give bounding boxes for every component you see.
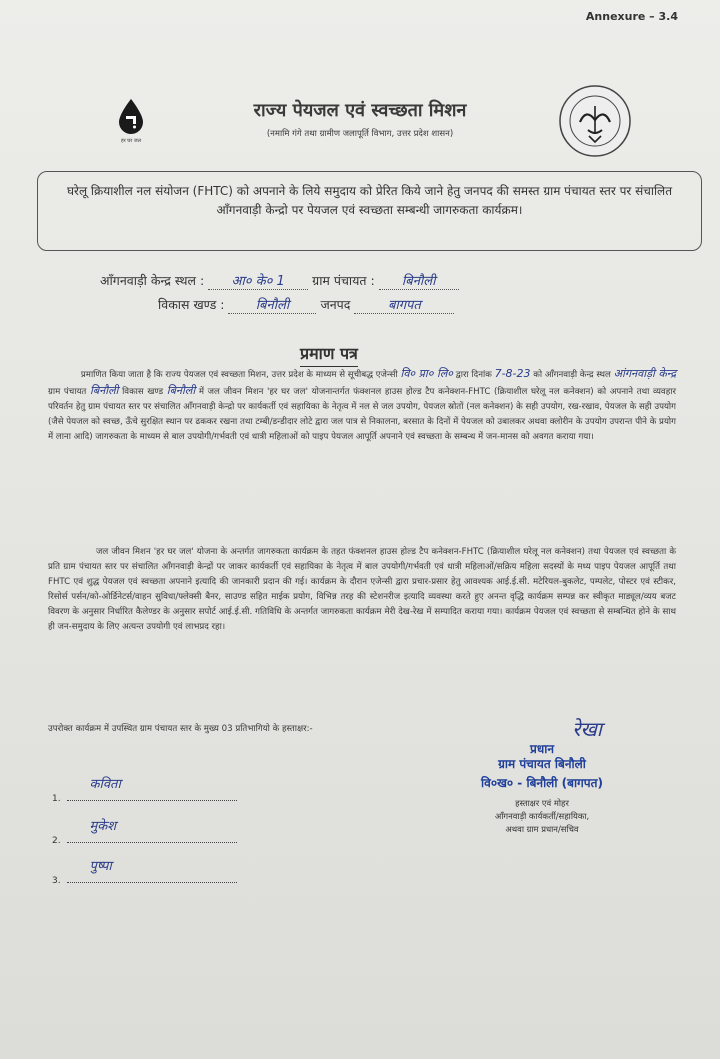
- annexure-label: Annexure – 3.4: [585, 10, 678, 23]
- block-label: विकास खण्ड :: [158, 297, 225, 312]
- centre-value: आ० के० 1: [208, 271, 308, 290]
- panchayat-label: ग्राम पंचायत :: [312, 273, 375, 288]
- para1-e: विकास खण्ड: [122, 387, 164, 397]
- stamp-line-3: वि०ख० - बिनौली (बागपत): [481, 776, 603, 790]
- participant-name-1: कविता: [89, 777, 121, 792]
- pradhan-signature: रेखा: [572, 717, 602, 741]
- stamp-line-2: ग्राम पंचायत बिनौली: [498, 757, 586, 771]
- para1-f: में जल जीवन मिशन 'हर घर जल' योजनान्तर्गत फंक्शनल हाउस होल्ड टैप कनेक्शन-FHTC (क्रियाशील घरेलू नल कनेक्शन) को अपनाने तथा व्यवहार परिवर्तन हेतु ग्राम पंचायत स्तर पर संचालित आँगनवाड़ी केन्द्रो पर कार्यकर्ती एवं सहायिका के नेतृत्व में नल से जल उपयोग, पेयजल स्रोतों (नल कनेक्शन) के सही उपयोग, रख-रखाव, पेयजल के सही उपयोग (जैसे पेयजल को स्वच्छ, ऊँचे सुरक्षित स्थान पर ढककर रखना तथा टम्बी/डन्डीदार लोटे द्वारा जल पात्र से निकालना, बरसात के दिनों में पेयजल को उबालकर अथवा क्लोरीन के उपयोग उपरान्त पीने के प्रयोग में लाना आदि) जागरुकता के माध्यम से बाल उपयोगी/गर्भवती एवं धात्री महिलाओं को पाइप पेयजल आपूर्ति अपनाने एवं स्वच्छता के सम्बन्ध में जन-मानस को अवगत कराया गया।: [48, 387, 676, 442]
- program-description-box: घरेलू क्रियाशील नल संयोजन (FHTC) को अपनाने के लिये समुदाय को प्रेरित किये जाने हेतु जनपद की समस्त ग्राम पंचायत स्तर पर संचालित आँगनवाड़ी केन्द्रो पर पेयजल एवं स्वच्छता सम्बन्धी जागरुकता कार्यक्रम।: [37, 171, 702, 251]
- paragraph-3: उपरोक्त कार्यक्रम में उपस्थित ग्राम पंचायत स्तर के मुख्य 03 प्रतिभागियो के हस्ताक्षर:-: [48, 724, 313, 734]
- mission-subtitle: (नमामि गंगे तथा ग्रामीण जलापूर्ति विभाग, उत्तर प्रदेश शासन): [266, 129, 454, 139]
- logo-caption: हर घर जल: [121, 138, 141, 144]
- block-value: बिनौली: [228, 295, 316, 314]
- para1-panchayat-value: बिनौली: [90, 384, 119, 397]
- location-fields: [100, 271, 459, 319]
- para1-b: द्वारा दिनांक: [455, 370, 492, 380]
- participant-signature-2: 2. मुकेश: [52, 832, 237, 846]
- paragraph-1: [48, 366, 676, 445]
- signature-caption: हस्ताक्षर एवं मोहर आँगनवाड़ी कार्यकर्ती/सहायिका, अथवा ग्राम प्रधान/सचिव: [494, 798, 590, 834]
- participant-signature-3: 3. पुष्पा: [52, 872, 237, 886]
- pradhan-stamp: [452, 715, 632, 836]
- agency-value: वि० प्रा० लि०: [400, 367, 454, 380]
- participant-signature-1: 1. कविता: [52, 790, 237, 804]
- mission-title: राज्य पेयजल एवं स्वच्छता मिशन: [253, 100, 467, 121]
- district-label: जनपद: [320, 297, 351, 312]
- water-drop-icon: [117, 98, 145, 134]
- up-government-seal-icon: [558, 84, 632, 158]
- paragraph-2: जल जीवन मिशन 'हर घर जल' योजना के अन्तर्गत जागरुकता कार्यक्रम के तहत फंक्शनल हाउस होल्ड टैप कनेक्शन-FHTC (क्रियाशील घरेलू नल कनेक्शन) तथा पेयजल एवं स्वच्छता के प्रति ग्राम पंचायत स्तर पर संचालित आँगनवाड़ी केन्द्रों पर जाकर कार्यकर्ती एवं सहायिका के नेतृत्व में बाल उपयोगी/गर्भवती एवं धात्री महिलाओं/सक्रिय महिला सदस्यों के मध्य पाइप पेयजल आपूर्ति तथा FHTC एवं शुद्ध पेयजल एवं स्वच्छता अपनाने इत्यादि की जानकारी प्रदान की गई। कार्यक्रम के दौरान एजेन्सी द्वारा प्रचार-प्रसार हेतु आवश्यक आई.ई.सी. मटेरियल-बुकलेट, पम्पलेट, पोस्टर एवं स्टीकर, रिसोर्स पर्सन/को-ओर्डिनेटर्स/वाहन सुविधा/फ्लेक्सी बैनर, साउण्ड सहित माईक प्रयोग, विभिन्न तरह की स्टेशनरीज इत्यादि व्यवस्था करते हुए अनन्त वृद्धि कार्यक्रम सम्पन्न कर स्वीकृत माड्यूल/व्यय बजट विवरण के अनुसार निर्धारित कैलेण्डर के अनुसार सपोर्ट आई.ई.सी. गतिविधि के अन्तर्गत जागरुकता कार्यक्रम मेरी देख-रेख में सम्पादित कराया गया। कार्यक्रम पेयजल एवं स्वच्छता से सम्बन्धित होने के साथ ही जन-समुदाय के लिए अत्यन्त उपयोगी एवं लाभप्रद रहा।: [48, 547, 676, 632]
- certificate-heading: प्रमाण पत्र: [300, 342, 358, 367]
- para1-c: को आँगनवाड़ी केन्द्र स्थल: [533, 370, 611, 380]
- para1-block-value: बिनौली: [166, 384, 196, 397]
- participant-name-3: पुष्पा: [89, 859, 112, 874]
- panchayat-value: बिनौली: [379, 271, 459, 290]
- para1-a: प्रमाणित किया जाता है कि राज्य पेयजल एवं स्वच्छता मिशन, उत्तर प्रदेश के माध्यम से सूचीबद्ध एजेन्सी: [80, 370, 398, 380]
- date-value: 7-8-23: [494, 367, 531, 380]
- centre-label: आँगनवाड़ी केन्द्र स्थल :: [100, 273, 205, 288]
- district-value: बागपत: [354, 295, 454, 314]
- centre-site-value: आंगनवाड़ी केन्द्र: [613, 367, 677, 380]
- page-header: [180, 98, 540, 139]
- har-ghar-jal-logo: [102, 98, 160, 170]
- participant-name-2: मुकेश: [89, 819, 117, 834]
- para1-d: ग्राम पंचायत: [48, 387, 87, 397]
- stamp-line-1: प्रधान: [530, 742, 554, 756]
